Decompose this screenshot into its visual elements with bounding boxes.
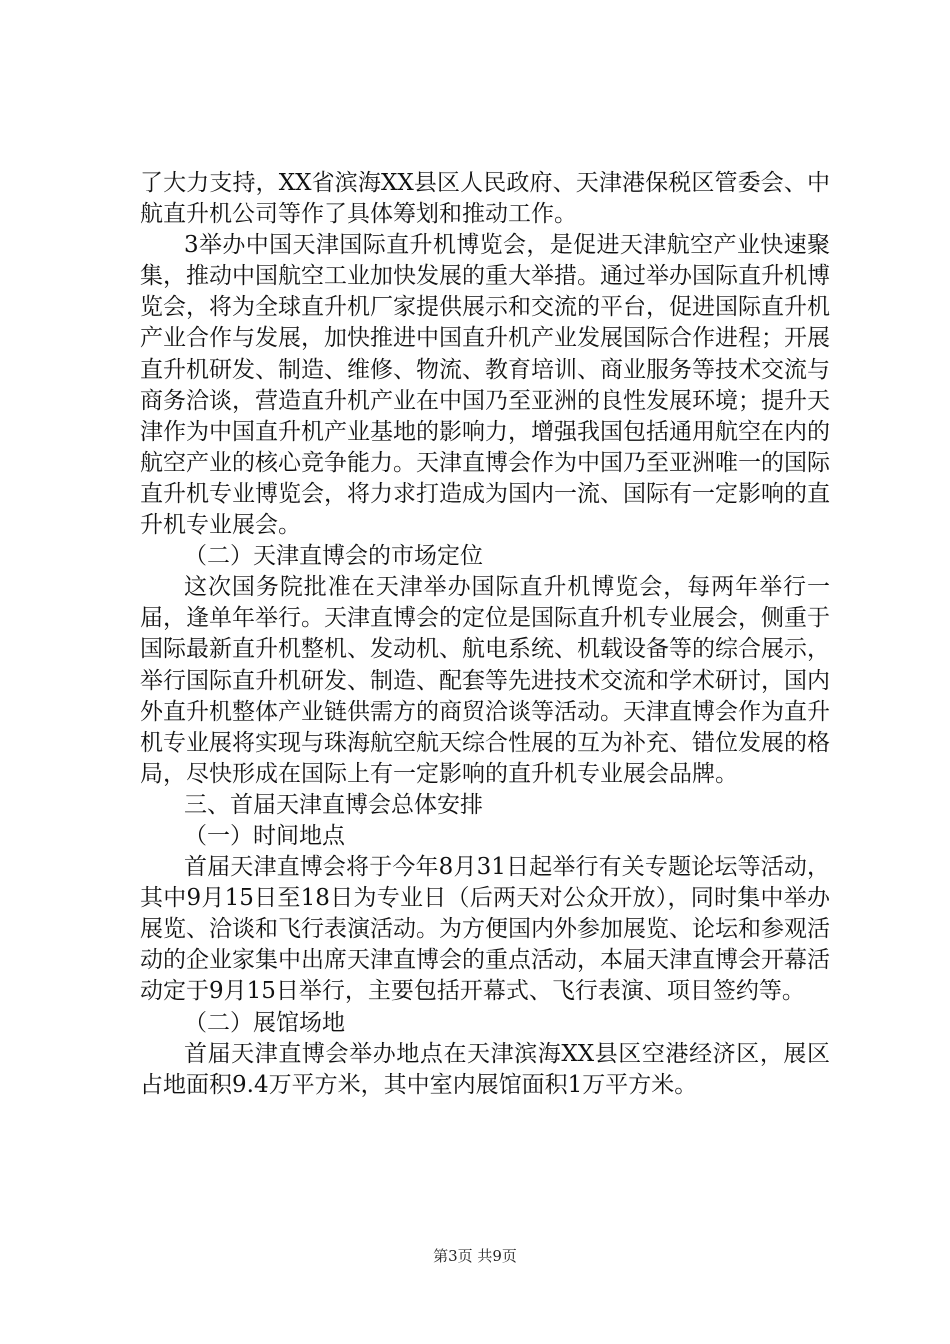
paragraph: 了大力支持，XX省滨海XX县区人民政府、天津港保税区管委会、中航直升机公司等作了具体筹划和推动工作。 [140, 170, 830, 228]
section-heading: 三、首届天津直博会总体安排 [184, 791, 483, 818]
section-heading: （二）展馆场地 [184, 1009, 345, 1036]
page-number: 第3页 共9页 [433, 1247, 517, 1265]
paragraph: 3举办中国天津国际直升机博览会，是促进天津航空产业快速聚集，推动中国航空工业加快发展的重大举措。通过举办国际直升机博览会，将为全球直升机厂家提供展示和交流的平台，促进国际直升机产业合作与发展，加快推进中国直升机产业发展国际合作进程；开展直升机研发、制造、维修、物流、教育培训、商业服务等技术交流与商务洽谈，营造直升机产业在中国乃至亚洲的良性发展环境；提升天津作为中国直升机产业基地的影响力，增强我国包括通用航空在内的航空产业的核心竞争能力。天津直博会作为中国乃至亚洲唯一的国际直升机专业博览会，将力求打造成为国内一流、国际有一定影响的直升机专业展会。 [140, 232, 830, 539]
paragraph: 首届天津直博会举办地点在天津滨海XX县区空港经济区，展区占地面积9.4万平方米，其中室内展馆面积1万平方米。 [140, 1040, 830, 1098]
paragraph: 这次国务院批准在天津举办国际直升机博览会，每两年举行一届，逢单年举行。天津直博会的定位是国际直升机专业展会，侧重于国际最新直升机整机、发动机、航电系统、机载设备等的综合展示，举行国际直升机研发、制造、配套等先进技术交流和学术研讨，国内外直升机整体产业链供需方的商贸洽谈等活动。天津直博会作为直升机专业展将实现与珠海航空航天综合性展的互为补充、错位发展的格局，尽快形成在国际上有一定影响的直升机专业展会品牌。 [140, 574, 830, 787]
section-heading: （一）时间地点 [184, 822, 345, 849]
document-body [140, 168, 830, 1101]
paragraph: 首届天津直博会将于今年8月31日起举行有关专题论坛等活动，其中9月15日至18日为专业日（后两天对公众开放），同时集中举办展览、洽谈和飞行表演活动。为方便国内外参加展览、论坛和参观活动的企业家集中出席天津直博会的重点活动，本届天津直博会开幕活动定于9月15日举行，主要包括开幕式、飞行表演、项目签约等。 [140, 854, 830, 1005]
section-heading: （二）天津直博会的市场定位 [184, 543, 483, 570]
